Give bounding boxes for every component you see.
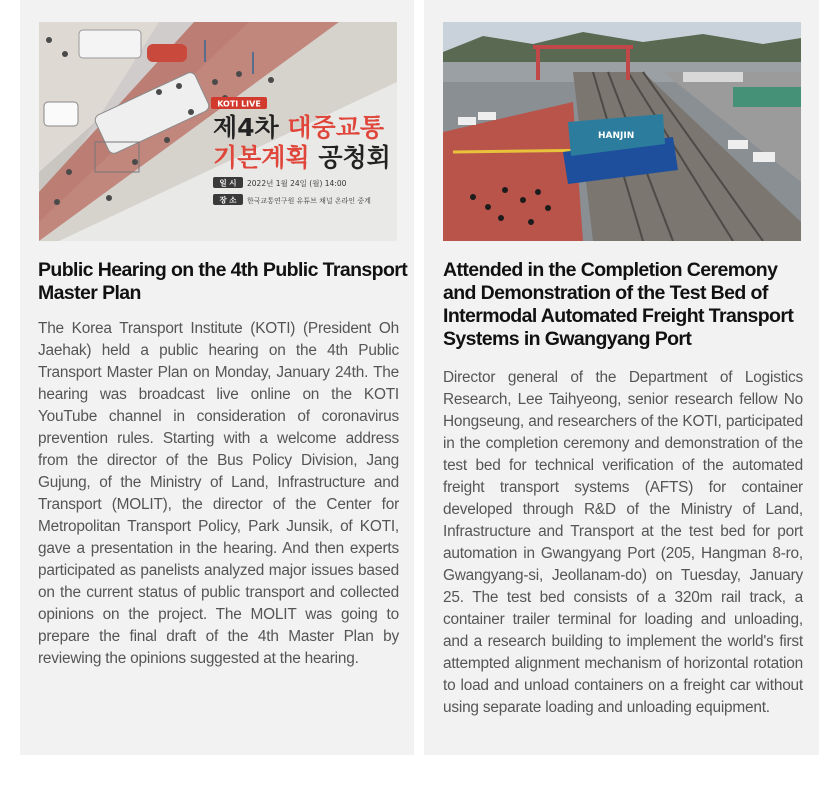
container-label: HANJIN <box>598 131 635 141</box>
poster-headline-part: 기본계획 <box>213 143 319 172</box>
poster-place-label: 장 소 <box>219 195 237 205</box>
poster-headline-line1 <box>213 113 385 142</box>
article-title[interactable]: Public Hearing on the 4th Public Transport Master Plan <box>38 259 408 304</box>
poster-date-label: 일 시 <box>219 178 237 188</box>
poster-badge: KOTI LIVE <box>217 99 261 109</box>
article-card-gwangyang-test-bed <box>424 0 819 755</box>
poster-headline-highlight: 대중교통 <box>287 113 385 142</box>
article-body: The Korea Transport Institute (KOTI) (President Oh Jaehak) held a public hearing on the 4th Public Transport Master Plan on Monday, January 24th. The hearing was broadcast live online on the KOTI YouTube channel in consideration of coronavirus prevention rules. Starting with a welcome address from the director of the Bus Policy Division, Jang Gujung, of the Ministry of Land, Infrastructure and Transport (MOLIT), the director of the Center for Metropolitan Transport Policy, Park Junsik, of KOTI, gave a presentation in the hearing. And then experts participated as panelists analyzed major issues based on the current status of public transport and collected opinions on the project. The MOLIT was going to prepare the final draft of the 4th Master Plan by reviewing the opinions suggested at the hearing. <box>38 320 399 667</box>
poster-headline-part: 제4차 <box>213 113 288 142</box>
article-card-public-hearing <box>20 0 414 755</box>
poster-date-value: 2022년 1월 24일 (월) 14:00 <box>247 179 347 188</box>
article-body: Director general of the Department of Logistics Research, Lee Taihyeong, senior research fellow No Hongseung, and researchers of the KOTI, participated in the completion ceremony and demonstration of the test bed for technical verification of the automated freight transport systems (AFTS) for container developed through R&D of the Ministry of Land, Infrastructure and Transport at the test bed for port automation in Gwangyang Port (205, Hangman 8-ro, Gwangyang-si, Jeollanam-do) on Tuesday, January 25. The test bed consists of a 320m rail track, a container trailer terminal for loading and unloading, and a research building to implement the world's first attempted alignment mechanism of horizontal rotation to load and unload containers on a freight car without using separate loading and unloading equipment. <box>443 369 803 716</box>
article-title[interactable]: Attended in the Completion Ceremony and Demonstration of the Test Bed of Intermodal Automated Freight Transport Systems in Gwangyang Port <box>443 259 794 350</box>
poster-headline-line2 <box>213 143 391 172</box>
public-hearing-poster-image[interactable] <box>39 22 397 241</box>
poster-headline-part: 공청회 <box>318 143 391 172</box>
poster-place-value: 한국교통연구원 유튜브 채널 온라인 중계 <box>247 197 371 205</box>
gwangyang-port-photo[interactable] <box>443 22 801 241</box>
